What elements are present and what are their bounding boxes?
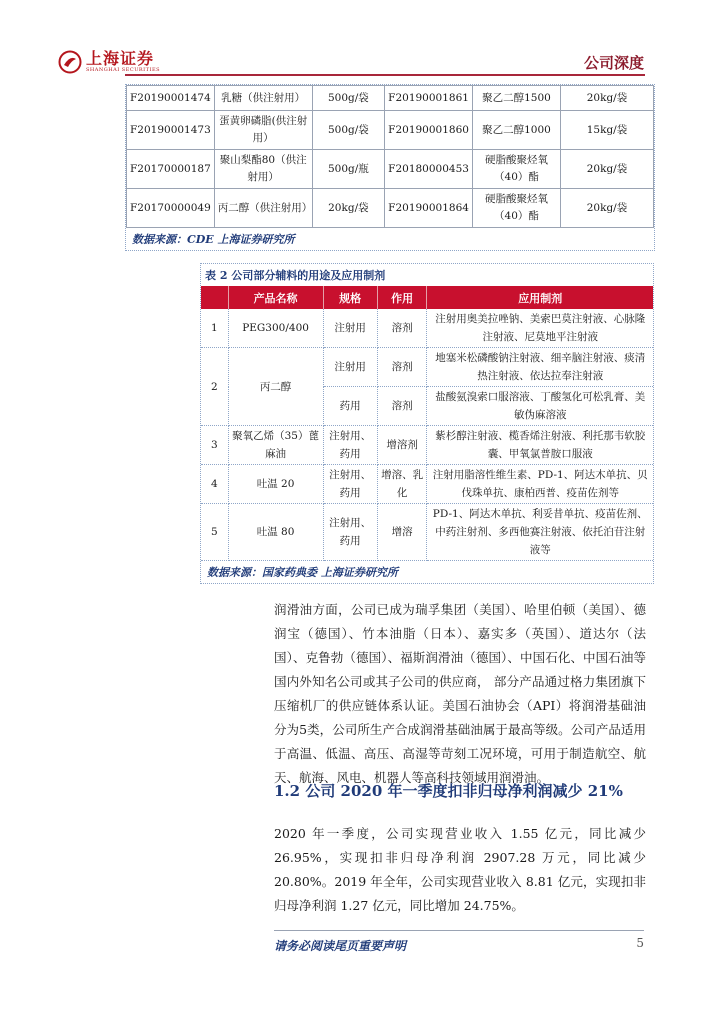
cell: F20190001473: [127, 111, 215, 150]
lubricant-paragraph: 润滑油方面，公司已成为瑞孚集团（美国）、哈里伯顿（美国）、德润宝（德国）、竹本油脂（日本）、嘉实多（英国）、道达尔（法国）、克鲁勃（德国）、福斯润滑油（德国）、中国石化、中国石油等国内外知名公司或其子公司的供应商， 部分产品通过格力集团旗下压缩机厂的供应链体系认证。美国石油协会（API）将润滑基础油分为5类，公司所生产合成润滑基础油属于最高等级。公司产品适用于高温、低温、高压、高湿等苛刻工况环境，可用于制造航空、航天、航海、风电、机器人等高科技领域用润滑油。: [274, 602, 646, 785]
spec: 注射用、药用: [323, 465, 377, 504]
cell: 500g/袋: [312, 86, 385, 111]
cell: F20180000453: [385, 150, 473, 189]
cell: 20kg/袋: [560, 150, 653, 189]
row-number: 3: [201, 426, 228, 465]
table-row: [201, 504, 653, 561]
role: 增溶、乳化: [377, 465, 427, 504]
table-row: [127, 86, 654, 111]
row-number: 1: [201, 309, 228, 348]
cell: 丙二醇（供注射用）: [214, 189, 312, 228]
table1-source: 数据来源：CDE 上海证券研究所: [132, 233, 295, 246]
disclaimer-note: 请务必阅读尾页重要声明: [274, 939, 407, 953]
cell: 500g/袋: [312, 111, 385, 150]
role: 溶剂: [377, 309, 427, 348]
cell: 蛋黄卵磷脂(供注射用）: [214, 111, 312, 150]
applications: 注射用奥美拉唑钠、美索巴莫注射液、心脉隆注射液、尼莫地平注射液: [427, 309, 653, 348]
column-header: 应用制剂: [427, 286, 653, 309]
table2-source: 数据来源：国家药典委 上海证券研究所: [207, 566, 398, 579]
header-divider: [125, 74, 645, 76]
logo-subtitle: SHANGHAI SECURITIES: [86, 67, 161, 73]
footer-divider: [274, 930, 644, 931]
cell: 20kg/袋: [560, 86, 653, 111]
cell: 15kg/袋: [560, 111, 653, 150]
product-name: 丙二醇: [228, 348, 323, 426]
table-row: [127, 111, 654, 150]
column-header: [201, 286, 228, 309]
cell: F20190001474: [127, 86, 215, 111]
row-number: 2: [201, 348, 228, 426]
cell: 聚山梨酯80（供注射用）: [214, 150, 312, 189]
cell: 聚乙二醇1500: [472, 86, 560, 111]
page-number: 5: [636, 936, 644, 950]
cell: 乳糖（供注射用）: [214, 86, 312, 111]
product-name: PEG300/400: [228, 309, 323, 348]
company-logo: [58, 50, 160, 74]
cell: 硬脂酸聚烃氧（40）酯: [472, 189, 560, 228]
cell: 20kg/袋: [560, 189, 653, 228]
cell: 硬脂酸聚烃氧（40）酯: [472, 150, 560, 189]
table-header-row: [201, 286, 653, 309]
logo-name: 上海证券: [86, 49, 155, 68]
table-row: [201, 309, 653, 348]
spec: 注射用: [323, 309, 377, 348]
applications: 紫杉醇注射液、榄香烯注射液、利托那韦软胶囊、甲氧氯普胺口服液: [427, 426, 653, 465]
column-header: 产品名称: [228, 286, 323, 309]
earnings-paragraph: 2020 年一季度，公司实现营业收入 1.55 亿元，同比减少 26.95%，实现扣非归母净利润 2907.28 万元，同比减少 20.80%。2019 年全年，公司实现营业收入 8.81 亿元，实现扣非归母净利润 1.27 亿元，同比增加 24.75%。: [274, 826, 646, 913]
cell: F20190001860: [385, 111, 473, 150]
role: 溶剂: [377, 348, 427, 387]
applications: 盐酸氨溴索口服溶液、丁酸氢化可松乳膏、美敏伪麻溶液: [427, 387, 653, 426]
product-name: 聚氧乙烯（35）蓖麻油: [228, 426, 323, 465]
excipient-usage-table: [200, 263, 654, 584]
role: 溶剂: [377, 387, 427, 426]
logo-emblem-icon: [58, 50, 82, 74]
applications: 注射用脂溶性维生素、PD-1、阿达木单抗、贝伐珠单抗、康柏西普、疫苗佐剂等: [427, 465, 653, 504]
applications: PD-1、阿达木单抗、利妥昔单抗、疫苗佐剂、中药注射剂、多西他赛注射液、依托泊苷注射液等: [427, 504, 653, 561]
role: 增溶剂: [377, 426, 427, 465]
cell: F20190001861: [385, 86, 473, 111]
spec: 注射用、药用: [323, 426, 377, 465]
cell: 聚乙二醇1000: [472, 111, 560, 150]
cell: 20kg/袋: [312, 189, 385, 228]
column-header: 规格: [323, 286, 377, 309]
table-row: [201, 426, 653, 465]
row-number: 4: [201, 465, 228, 504]
excipient-registration-table: [125, 84, 655, 251]
report-type: 公司深度: [583, 54, 644, 72]
product-name: 吐温 20: [228, 465, 323, 504]
product-name: 吐温 80: [228, 504, 323, 561]
table2-caption: 表 2 公司部分辅料的用途及应用制剂: [205, 269, 386, 282]
column-header: 作用: [377, 286, 427, 309]
spec: 药用: [323, 387, 377, 426]
cell: F20170000049: [127, 189, 215, 228]
table-row: [127, 150, 654, 189]
cell: 500g/瓶: [312, 150, 385, 189]
row-number: 5: [201, 504, 228, 561]
section-title: 1.2 公司 2020 年一季度扣非归母净利润减少 21%: [274, 782, 623, 800]
table-row: [201, 348, 653, 387]
spec: 注射用: [323, 348, 377, 387]
role: 增溶: [377, 504, 427, 561]
table-row: [127, 189, 654, 228]
spec: 注射用、药用: [323, 504, 377, 561]
cell: F20170000187: [127, 150, 215, 189]
table-row: [201, 465, 653, 504]
cell: F20190001864: [385, 189, 473, 228]
applications: 地塞米松磷酸钠注射液、细辛脑注射液、痰清热注射液、依达拉奉注射液: [427, 348, 653, 387]
